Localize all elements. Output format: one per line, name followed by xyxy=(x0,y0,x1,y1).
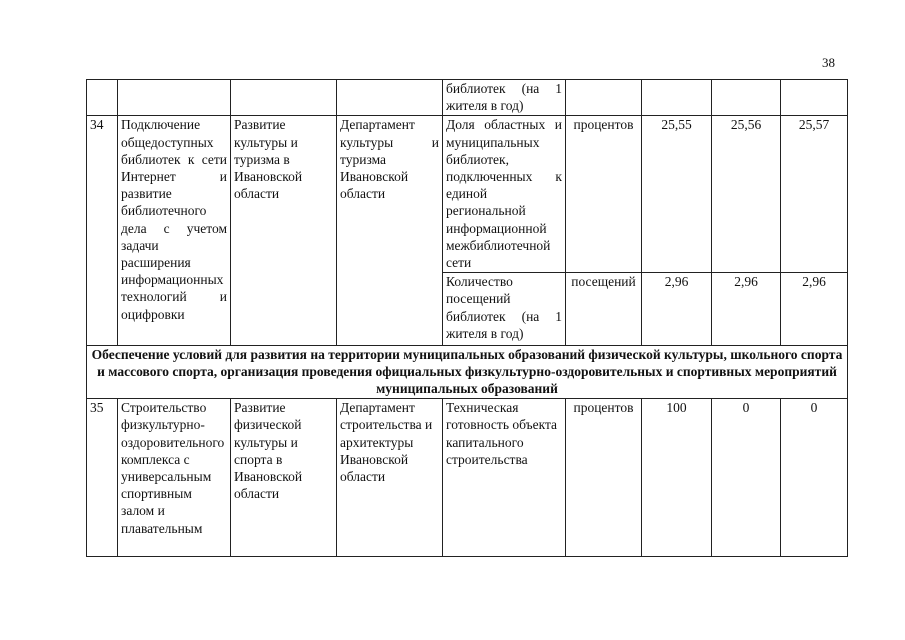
event-cell: Строительство физкультурно-оздоровительного комплекса с универсальным спортивным залом и плавательным xyxy=(118,399,231,557)
value-cell: 0 xyxy=(712,399,781,557)
page-number: 38 xyxy=(822,55,835,70)
value-cell: 0 xyxy=(781,399,848,557)
cell-empty xyxy=(781,80,848,116)
value-cell: 2,96 xyxy=(781,273,848,346)
cell-empty xyxy=(231,80,337,116)
program-cell: Развитие культуры и туризма в Ивановской области xyxy=(231,116,337,346)
cell-empty xyxy=(118,80,231,116)
row-number: 34 xyxy=(87,116,118,346)
row-number: 35 xyxy=(87,399,118,557)
section-header-row xyxy=(87,346,848,399)
table-row xyxy=(87,116,848,273)
cell-empty xyxy=(642,80,712,116)
unit-cell: процентов xyxy=(566,399,642,557)
indicator-name-cell: Техническая готовность объекта капитального строительства xyxy=(443,399,566,557)
indicator-name-cell: Доля областных и муниципальных библиотек, подключенных к единой региональной информационной межбиблиотечной сети xyxy=(443,116,566,273)
indicator-name-cell: Количество посещений библиотек (на 1 жителя в год) xyxy=(443,273,566,346)
targets-table xyxy=(86,79,848,557)
section-header: Обеспечение условий для развития на территории муниципальных образований физической культуры, школьного спорта и массового спорта, организация проведения официальных физкультурно-оздоровительных и спортивных мероприятий муниципальных образований xyxy=(87,346,848,399)
value-cell: 100 xyxy=(642,399,712,557)
value-cell: 25,55 xyxy=(642,116,712,273)
table-row xyxy=(87,399,848,557)
value-cell: 2,96 xyxy=(712,273,781,346)
value-cell: 25,56 xyxy=(712,116,781,273)
unit-cell: посещений xyxy=(566,273,642,346)
program-cell: Развитие физической культуры и спорта в Ивановской области xyxy=(231,399,337,557)
cell-empty xyxy=(566,80,642,116)
cell-empty xyxy=(87,80,118,116)
unit-cell: процентов xyxy=(566,116,642,273)
executor-cell: Департамент культуры и туризма Ивановской области xyxy=(337,116,443,346)
value-cell: 2,96 xyxy=(642,273,712,346)
continuation-row xyxy=(87,80,848,116)
indicator-name-cell: библиотек (на 1 жителя в год) xyxy=(443,80,566,116)
event-cell: Подключение общедоступных библиотек к сети Интернет и развитие библиотечного дела с учетом задачи расширения информационных технологий и оцифровки xyxy=(118,116,231,346)
cell-empty xyxy=(712,80,781,116)
cell-empty xyxy=(337,80,443,116)
executor-cell: Департамент строительства и архитектуры Ивановской области xyxy=(337,399,443,557)
value-cell: 25,57 xyxy=(781,116,848,273)
